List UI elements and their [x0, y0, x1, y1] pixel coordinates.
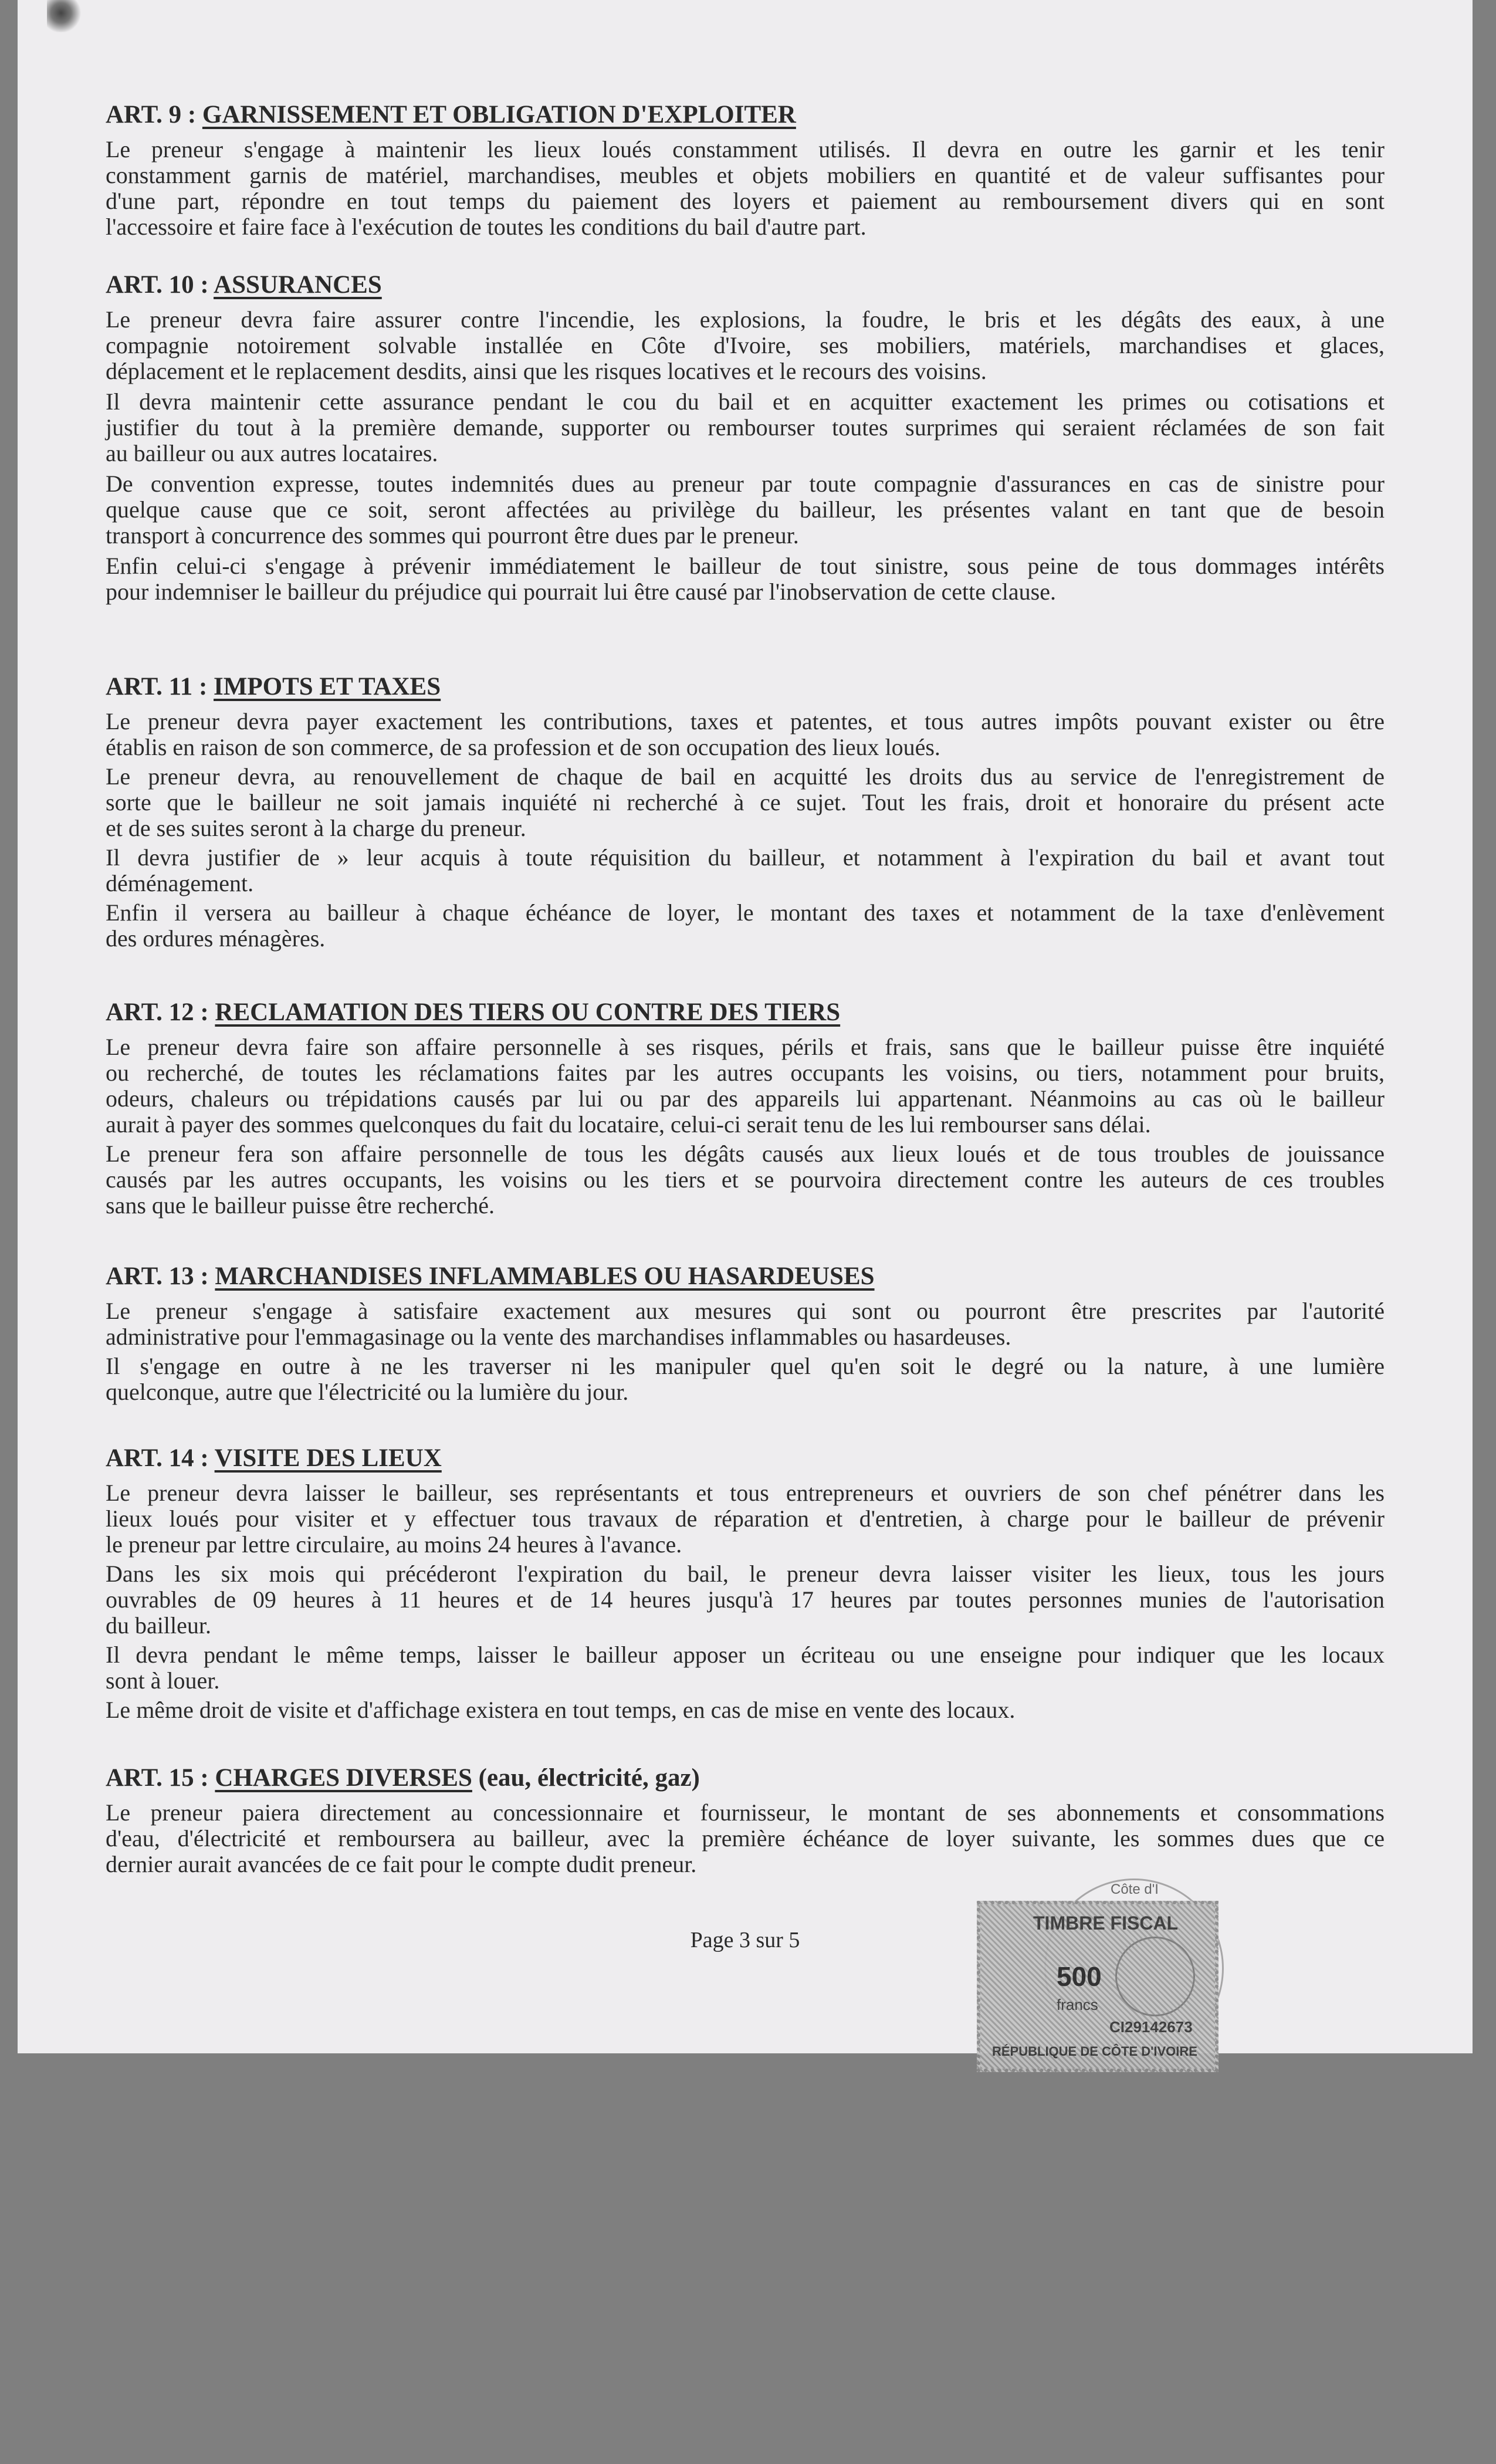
text-line: Il devra justifier de » leur acquis à toute réquisition du bailleur, et notamment à l'expiration du bail et avant tout [106, 844, 1385, 871]
article-heading [106, 669, 1385, 705]
article-number: ART. 14 : [106, 1444, 215, 1472]
article-title: GARNISSEMENT ET OBLIGATION D'EXPLOITER [202, 101, 796, 128]
paragraph [106, 1034, 1385, 1138]
stamp-value: 500 [1057, 1961, 1102, 1992]
article-14 [106, 1440, 1385, 1723]
text-line: déménagement. [106, 870, 254, 896]
article-number: ART. 15 : [106, 1764, 215, 1792]
text-line: Le preneur s'engage à maintenir les lieux loués constamment utilisés. Il devra en outre les garnir et les tenir [106, 136, 1385, 163]
text-line: Enfin celui-ci s'engage à prévenir immédiatement le bailleur de tout sinistre, sous peine de tous dommages intérêts [106, 553, 1385, 579]
paragraph [106, 553, 1385, 605]
stamp-title: TIMBRE FISCAL [1033, 1913, 1179, 1934]
text-line: ou recherché, de toutes les réclamations faites par les autres occupants les voisins, ou tiers, notamment pour bruits, [106, 1060, 1385, 1086]
text-line: Le preneur devra laisser le bailleur, ses représentants et tous entrepreneurs et ouvriers de son chef pénétrer dans les [106, 1480, 1385, 1506]
text-line: le preneur par lettre circulaire, au moins 24 heures à l'avance. [106, 1531, 682, 1558]
article-11 [106, 669, 1385, 952]
paragraph [106, 1298, 1385, 1350]
text-line: pour indemniser le bailleur du préjudice qui pourrait lui être causé par l'inobservation de cette clause. [106, 578, 1056, 605]
paragraph [106, 845, 1385, 896]
article-number: ART. 11 : [106, 673, 214, 700]
text-line: administrative pour l'emmagasinage ou la vente des marchandises inflammables ou hasardeuses. [106, 1324, 1011, 1350]
text-line: Enfin il versera au bailleur à chaque échéance de loyer, le montant des taxes et notamment de la taxe d'enlèvement [106, 899, 1385, 926]
text-line: justifier du tout à la première demande, supporter ou rembourser toutes surprimes qui seraient réclamées de son fait [106, 414, 1385, 441]
text-line: odeurs, chaleurs ou trépidations causés par lui ou par des appareils lui appartenant. Néanmoins au cas où le bailleur [106, 1085, 1385, 1112]
article-number: ART. 10 : [106, 271, 214, 299]
text-line: dernier aurait avancées de ce fait pour le compte dudit preneur. [106, 1851, 697, 1877]
article-heading [106, 1258, 1385, 1295]
article-heading [106, 994, 1385, 1031]
text-line: De convention expresse, toutes indemnités dues au preneur par toute compagnie d'assurances en cas de sinistre pour [106, 471, 1385, 497]
text-line: sorte que le bailleur ne soit jamais inquiété ni recherché à ce sujet. Tout les frais, droit et honoraire du présent acte [106, 789, 1385, 815]
text-line: compagnie notoirement solvable installée en Côte d'Ivoire, ses mobiliers, matériels, marchandises et glaces, [106, 332, 1385, 358]
stamp-serial: CI29142673 [1109, 2018, 1193, 2036]
text-line: quelconque, autre que l'électricité ou la lumière du jour. [106, 1379, 629, 1405]
paragraph [106, 1800, 1385, 1877]
text-line: d'eau, d'électricité et remboursera au bailleur, avec la première échéance de loyer suivante, les sommes dues que ce [106, 1825, 1385, 1852]
text-line: causés par les autres occupants, les voisins ou les tiers et se pourvoira directement contre les auteurs de ces troubles [106, 1166, 1385, 1193]
text-line: au bailleur ou aux autres locataires. [106, 440, 438, 466]
article-title: IMPOTS ET TAXES [214, 673, 441, 700]
article-title: MARCHANDISES INFLAMMABLES OU HASARDEUSES [215, 1263, 875, 1290]
paragraph [106, 137, 1385, 240]
paragraph [106, 389, 1385, 466]
text-line: lieux loués pour visiter et y effectuer tous travaux de réparation et d'entretien, à charge pour le bailleur de prévenir [106, 1505, 1385, 1532]
text-line: quelque cause que ce soit, seront affectées au privilège du bailleur, les présentes valant en tant que de besoin [106, 496, 1385, 523]
article-title: CHARGES DIVERSES [215, 1764, 472, 1792]
paragraph [106, 1697, 1385, 1723]
text-line: Le preneur devra payer exactement les contributions, taxes et patentes, et tous autres impôts pouvant exister ou être [106, 708, 1385, 735]
text-line: Le même droit de visite et d'affichage existera en tout temps, en cas de mise en vente des locaux. [106, 1697, 1016, 1723]
article-12 [106, 994, 1385, 1219]
text-line: sont à louer. [106, 1667, 220, 1694]
text-line: Le preneur s'engage à satisfaire exactement aux mesures qui sont ou pourront être prescrites par l'autorité [106, 1298, 1385, 1324]
text-line: Il s'engage en outre à ne les traverser ni les manipuler quel qu'en soit le degré ou la nature, à une lumière [106, 1353, 1385, 1379]
text-line: Dans les six mois qui précéderont l'expiration du bail, le preneur devra laisser visiter les lieux, tous les jours [106, 1561, 1385, 1587]
article-10 [106, 267, 1385, 605]
text-line: Il devra pendant le même temps, laisser le bailleur apposer un écriteau ou une enseigne pour indiquer que les locaux [106, 1641, 1385, 1668]
text-line: d'une part, répondre en tout temps du paiement des loyers et paiement au remboursement divers qui en sont [106, 188, 1385, 214]
paragraph [106, 1480, 1385, 1558]
paragraph [106, 307, 1385, 384]
postmark-text: Côte d'I [1111, 1881, 1159, 1897]
article-heading [106, 1760, 1385, 1796]
text-line: ouvrables de 09 heures à 11 heures et de 14 heures jusqu'à 17 heures par toutes personnes munies de l'autorisation [106, 1586, 1385, 1613]
article-number: ART. 9 : [106, 101, 202, 128]
text-line: établis en raison de son commerce, de sa profession et de son occupation des lieux loués. [106, 734, 940, 760]
text-line: Le preneur devra, au renouvellement de chaque de bail en acquitté les droits dus au service de l'enregistrement de [106, 763, 1385, 790]
text-line: Le preneur devra faire son affaire personnelle à ses risques, périls et frais, sans que le bailleur puisse être inquiété [106, 1034, 1385, 1060]
article-heading [106, 1440, 1385, 1477]
text-line: Il devra maintenir cette assurance pendant le cou du bail et en acquitter exactement les primes ou cotisations et [106, 388, 1385, 415]
article-title-extra: (eau, électricité, gaz) [472, 1764, 700, 1792]
article-heading [106, 97, 1385, 133]
page-number: Page 3 sur 5 [690, 1928, 800, 1952]
article-number: ART. 12 : [106, 999, 215, 1026]
stamp-country: RÉPUBLIQUE DE CÔTE D'IVOIRE [992, 2044, 1197, 2059]
paragraph [106, 709, 1385, 760]
paragraph [106, 1353, 1385, 1405]
text-line: transport à concurrence des sommes qui pourront être dues par le preneur. [106, 522, 799, 549]
text-line: du bailleur. [106, 1612, 211, 1639]
scan-smudge [47, 0, 82, 32]
text-line: Le preneur paiera directement au concessionnaire et fournisseur, le montant de ses abonnements et consommations [106, 1799, 1385, 1826]
article-9 [106, 97, 1385, 240]
article-title: RECLAMATION DES TIERS OU CONTRE DES TIERS [215, 999, 841, 1026]
document-page [18, 0, 1473, 2053]
article-15 [106, 1760, 1385, 1877]
text-line: déplacement et le replacement desdits, ainsi que les risques locatives et le recours des voisins. [106, 358, 987, 384]
text-line: l'accessoire et faire face à l'exécution de toutes les conditions du bail d'autre part. [106, 214, 867, 240]
fiscal-stamp [977, 1901, 1219, 2072]
text-line: sans que le bailleur puisse être recherché. [106, 1192, 495, 1219]
article-title: ASSURANCES [214, 271, 382, 299]
paragraph [106, 471, 1385, 549]
text-line: aurait à payer des sommes quelconques du fait du locataire, celui-ci serait tenu de les lui rembourser sans délai. [106, 1111, 1151, 1138]
article-13 [106, 1258, 1385, 1405]
text-line: constamment garnis de matériel, marchandises, meubles et objets mobiliers en quantité et de valeur suffisantes pour [106, 162, 1385, 188]
article-number: ART. 13 : [106, 1263, 215, 1290]
stamp-unit: francs [1057, 1996, 1098, 2013]
article-heading [106, 267, 1385, 303]
paragraph [106, 1642, 1385, 1694]
paragraph [106, 764, 1385, 841]
text-line: et de ses suites seront à la charge du preneur. [106, 815, 526, 841]
paragraph [106, 900, 1385, 952]
article-title: VISITE DES LIEUX [214, 1444, 442, 1472]
stamp-seal-emblem [1115, 1937, 1195, 2016]
text-line: des ordures ménagères. [106, 925, 326, 952]
text-line: Le preneur fera son affaire personnelle de tous les dégâts causés aux lieux loués et de tous troubles de jouissance [106, 1140, 1385, 1167]
text-line: Le preneur devra faire assurer contre l'incendie, les explosions, la foudre, le bris et les dégâts des eaux, à une [106, 306, 1385, 333]
paragraph [106, 1141, 1385, 1219]
paragraph [106, 1561, 1385, 1639]
